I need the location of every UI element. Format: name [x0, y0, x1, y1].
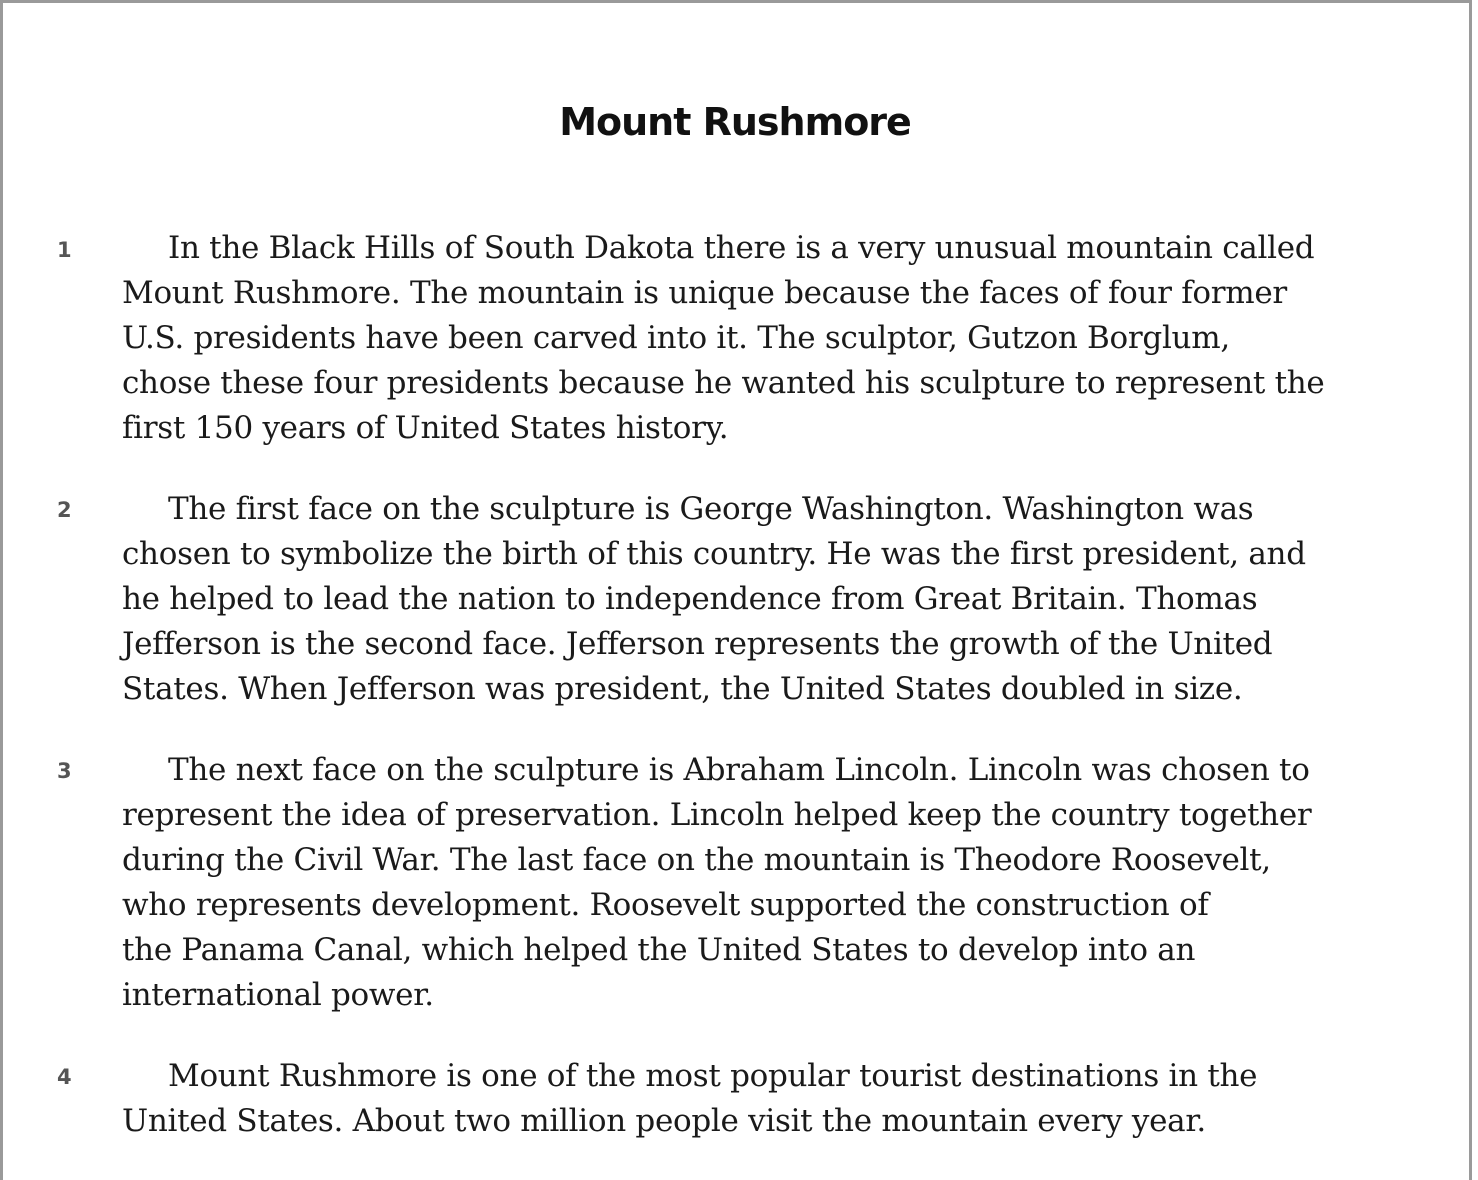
paragraph-line: international power.	[122, 977, 434, 1013]
paragraph-number: 2	[57, 498, 72, 522]
paragraph-line: Mount Rushmore is one of the most popular tourist destinations in the	[168, 1058, 1258, 1094]
paragraph-line: U.S. presidents have been carved into it. The sculptor, Gutzon Borglum,	[122, 320, 1230, 356]
paragraph-2	[122, 487, 1422, 712]
paragraph-1	[122, 226, 1422, 451]
paragraph-line: United States. About two million people visit the mountain every year.	[122, 1103, 1206, 1139]
paragraph-line: Jefferson is the second face. Jefferson represents the growth of the United	[122, 626, 1273, 662]
paragraph-line: first 150 years of United States history.	[122, 410, 729, 446]
paragraph-line: chose these four presidents because he wanted his sculpture to represent the	[122, 365, 1325, 401]
paragraph-line: chosen to symbolize the birth of this country. He was the first president, and	[122, 536, 1306, 572]
paragraph-line: States. When Jefferson was president, the United States doubled in size.	[122, 671, 1243, 707]
paragraph-line: during the Civil War. The last face on the mountain is Theodore Roosevelt,	[122, 842, 1271, 878]
paragraph-line: The next face on the sculpture is Abraham Lincoln. Lincoln was chosen to	[168, 752, 1310, 788]
paragraph-3	[122, 748, 1422, 1018]
paragraph-line: who represents development. Roosevelt supported the construction of	[122, 887, 1209, 923]
paragraph-line: The first face on the sculpture is George Washington. Washington was	[168, 491, 1254, 527]
paragraph-line: the Panama Canal, which helped the United States to develop into an	[122, 932, 1196, 968]
paragraph-line: he helped to lead the nation to independence from Great Britain. Thomas	[122, 581, 1258, 617]
paragraph-line: Mount Rushmore. The mountain is unique because the faces of four former	[122, 275, 1287, 311]
paragraph-number: 4	[57, 1065, 72, 1089]
paragraph-number: 1	[57, 238, 72, 262]
paragraph-number: 3	[57, 759, 72, 783]
paragraph-4	[122, 1054, 1422, 1144]
document-title: Mount Rushmore	[559, 100, 911, 144]
paragraph-line: represent the idea of preservation. Lincoln helped keep the country together	[122, 797, 1312, 833]
paragraph-line: In the Black Hills of South Dakota there is a very unusual mountain called	[168, 230, 1315, 266]
